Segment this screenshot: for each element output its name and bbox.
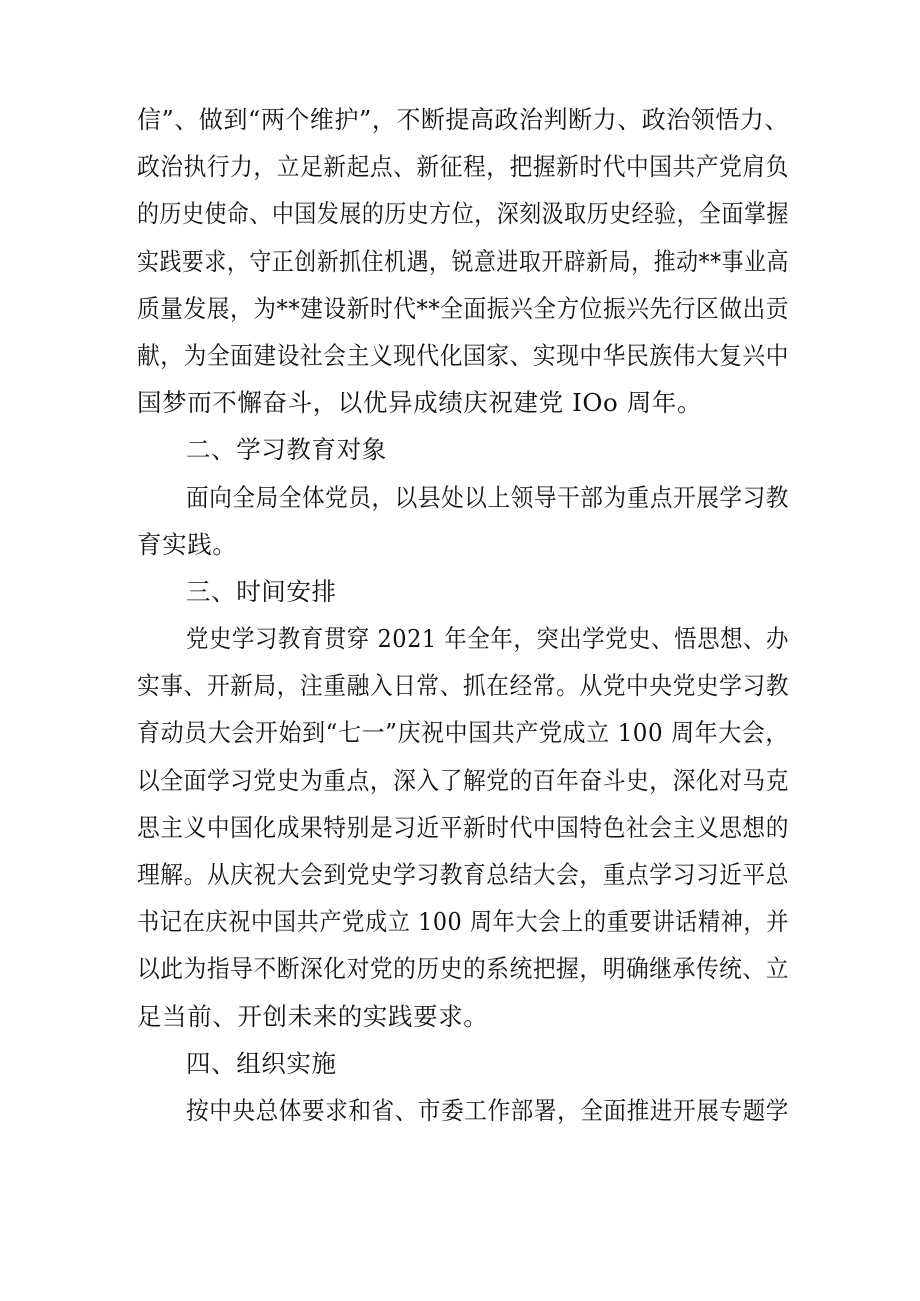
text-line: 育动员大会开始到“七一”庆祝中国共产党成立 100 周年大会， <box>137 718 789 748</box>
document-body <box>137 96 789 1134</box>
text-line: 党史学习教育贯穿 2021 年全年，突出学党史、悟思想、办 <box>186 624 789 654</box>
text-line: 以此为指导不断深化对党的历史的系统把握，明确继承传统、立 <box>137 954 789 984</box>
text-line: 面向全局全体党员，以县处以上领导干部为重点开展学习教 <box>186 482 789 512</box>
text-line: 献，为全面建设社会主义现代化国家、实现中华民族伟大复兴中 <box>137 340 789 370</box>
text-line: 足当前、开创未来的实践要求。 <box>137 1001 489 1031</box>
text-line: 育实践。 <box>137 529 238 559</box>
text-line: 理解。从庆祝大会到党史学习教育总结大会，重点学习习近平总 <box>137 860 789 889</box>
text-line: 思主义中国化成果特别是习近平新时代中国特色社会主义思想的 <box>137 812 789 842</box>
text-line: 国梦而不懈奋斗，以优异成绩庆祝建党 IOo 周年。 <box>137 388 703 418</box>
section-heading: 二、学习教育对象 <box>186 435 387 465</box>
text-line: 质量发展，为**建设新时代**全面振兴全方位振兴先行区做出贡 <box>137 293 789 323</box>
text-line: 书记在庆祝中国共产党成立 100 周年大会上的重要讲话精神，并 <box>137 907 789 937</box>
text-line: 信”、做到“两个维护”，不断提高政治判断力、政治领悟力、 <box>137 105 789 134</box>
section-4 <box>137 1040 789 1134</box>
text-line: 实践要求，守正创新抓住机遇，锐意进取开辟新局，推动**事业高 <box>137 246 789 276</box>
text-line: 政治执行力，立足新起点、新征程，把握新时代中国共产党肩负 <box>137 152 789 182</box>
section-2 <box>137 426 789 568</box>
section-heading: 四、组织实施 <box>186 1048 337 1078</box>
text-line: 的历史使命、中国发展的历史方位，深刻汲取历史经验，全面掌握 <box>137 199 789 229</box>
section-3 <box>137 568 789 1040</box>
paragraph-1 <box>137 96 789 426</box>
text-line: 按中央总体要求和省、市委工作部署，全面推进开展专题学 <box>186 1095 789 1125</box>
text-line: 以全面学习党史为重点，深入了解党的百年奋斗史，深化对马克 <box>137 765 789 795</box>
text-line: 实事、开新局，注重融入日常、抓在经常。从党中央党史学习教 <box>137 671 789 701</box>
section-heading: 三、时间安排 <box>186 576 337 606</box>
